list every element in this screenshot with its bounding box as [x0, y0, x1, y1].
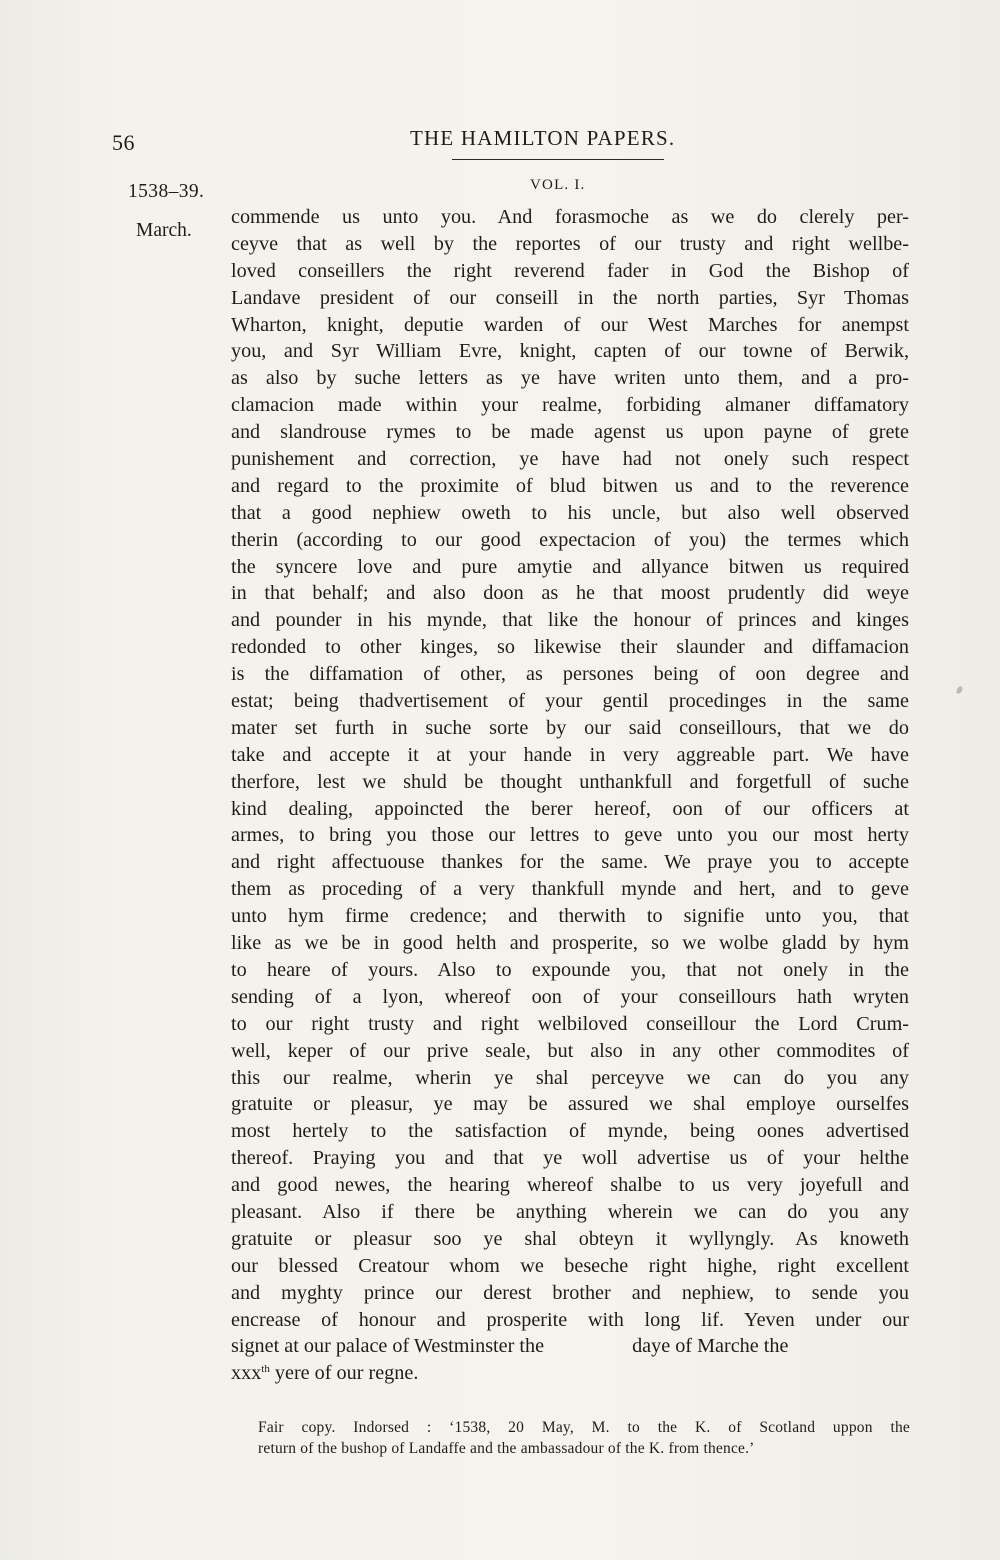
- text-line: gratuite or pleasur, ye may be assured we shal employe ourselfes: [231, 1093, 909, 1116]
- text-line: kind dealing, appoincted the berer hereof, oon of our officers at: [231, 797, 909, 820]
- text-line: pleasant. Also if there be anything wherein we can do you any: [231, 1200, 909, 1223]
- text-line: therin (according to our good expectacion of you) the termes which: [231, 528, 909, 551]
- regnal-year: xxx: [231, 1362, 262, 1385]
- closing-line: [231, 1360, 909, 1387]
- editorial-note-line: Fair copy. Indorsed : ‘1538, 20 May, M. to the K. of Scotland uppon the: [258, 1419, 910, 1436]
- letter-body: [231, 204, 909, 1387]
- text-line: thereof. Praying you and that ye woll advertise us of your helthe: [231, 1147, 909, 1170]
- volume-label: VOL. I.: [530, 177, 586, 193]
- closing-text: yere of our regne.: [269, 1362, 419, 1385]
- text-line: our blessed Creatour whom we beseche right highe, right excellent: [231, 1254, 909, 1277]
- text-line: that a good nephiew oweth to his uncle, but also well observed: [231, 501, 909, 524]
- text-line: most hertely to the satisfaction of mynde, being oones advertised: [231, 1120, 909, 1143]
- text-line: to heare of yours. Also to expounde you, that not onely in the: [231, 958, 909, 981]
- text-line: therfore, lest we shuld be thought unthankfull and forgetfull of suche: [231, 770, 909, 793]
- blank-date-before: signet at our palace of Westminster the: [231, 1335, 545, 1358]
- text-line: you, and Syr William Evre, knight, capten of our towne of Berwik,: [231, 340, 909, 363]
- text-line: redonded to other kinges, so likewise their slaunder and diffamacion: [231, 636, 909, 659]
- margin-month: March.: [136, 220, 192, 241]
- text-line: estat; being thadvertisement of your gentil procedinges in the same: [231, 690, 909, 713]
- text-line: Landave president of our conseill in the north parties, Syr Thomas: [231, 286, 909, 309]
- text-line: the syncere love and pure amytie and allyance bitwen us required: [231, 555, 909, 578]
- text-line: sending of a lyon, whereof oon of your conseillours hath wryten: [231, 985, 909, 1008]
- text-line: Wharton, knight, deputie warden of our West Marches for anempst: [231, 313, 909, 336]
- text-line: as also by suche letters as ye have writen unto them, and a pro-: [231, 367, 909, 390]
- text-line: clamacion made within your realme, forbiding almaner diffamatory: [231, 394, 909, 417]
- editorial-note: [258, 1417, 910, 1459]
- text-line: ceyve that as well by the reportes of our trusty and right wellbe-: [231, 232, 909, 255]
- text-line: and myghty prince our derest brother and nephiew, to sende you: [231, 1281, 909, 1304]
- text-line: this our realme, wherin ye shal perceyve we can do you any: [231, 1066, 909, 1089]
- page-number: 56: [112, 130, 135, 155]
- text-line: take and accepte it at your hande in very aggreable part. We have: [231, 743, 909, 766]
- text-line: and right affectuouse thankes for the same. We praye you to accepte: [231, 851, 909, 874]
- text-line: is the diffamation of other, as persones being of oon degree and: [231, 663, 909, 686]
- text-line: to our right trusty and right welbiloved conseillour the Lord Crum-: [231, 1012, 909, 1035]
- editorial-note-line: return of the bushop of Landaffe and the ambassadour of the K. from thence.’: [258, 1440, 755, 1457]
- running-title: THE HAMILTON PAPERS.: [410, 126, 676, 150]
- text-line: in that behalf; and also doon as he that moost prudently did weye: [231, 582, 909, 605]
- text-line: and good newes, the hearing whereof shalbe to us very joyefull and: [231, 1174, 909, 1197]
- text-line: armes, to bring you those our lettres to geve unto you our most herty: [231, 824, 909, 847]
- text-line: them as proceding of a very thankfull mynde and hert, and to geve: [231, 878, 909, 901]
- text-line: and pounder in his mynde, that like the honour of princes and kinges: [231, 609, 909, 632]
- text-line: like as we be in good helth and prosperite, so we wolbe gladd by hym: [231, 932, 909, 955]
- text-line-with-blank-date: [231, 1333, 909, 1360]
- text-line: loved conseillers the right reverend fader in God the Bishop of: [231, 259, 909, 282]
- text-line: encrease of honour and prosperite with long lif. Yeven under our: [231, 1308, 909, 1331]
- text-line: unto hym firme credence; and therwith to signifie unto you, that: [231, 905, 909, 928]
- text-line: mater set furth in suche sorte by our said conseillours, that we do: [231, 716, 909, 739]
- text-line: well, keper of our prive seale, but also in any other commodites of: [231, 1039, 909, 1062]
- header-rule: [452, 159, 664, 160]
- text-line: and slandrouse rymes to be made agenst us upon payne of grete: [231, 421, 909, 444]
- ordinal-suffix: th: [261, 1363, 270, 1376]
- text-line: punishement and correction, ye have had not onely such respect: [231, 448, 909, 471]
- year-range: 1538–39.: [128, 181, 205, 202]
- text-line: commende us unto you. And forasmoche as we do clerely per-: [231, 206, 909, 228]
- text-line: gratuite or pleasur soo ye shal obteyn it wyllyngly. As knoweth: [231, 1227, 909, 1250]
- paper-speck: [955, 685, 963, 694]
- blank-date-after: daye of Marche the: [632, 1335, 789, 1358]
- text-line: and regard to the proximite of blud bitwen us and to the reverence: [231, 474, 909, 497]
